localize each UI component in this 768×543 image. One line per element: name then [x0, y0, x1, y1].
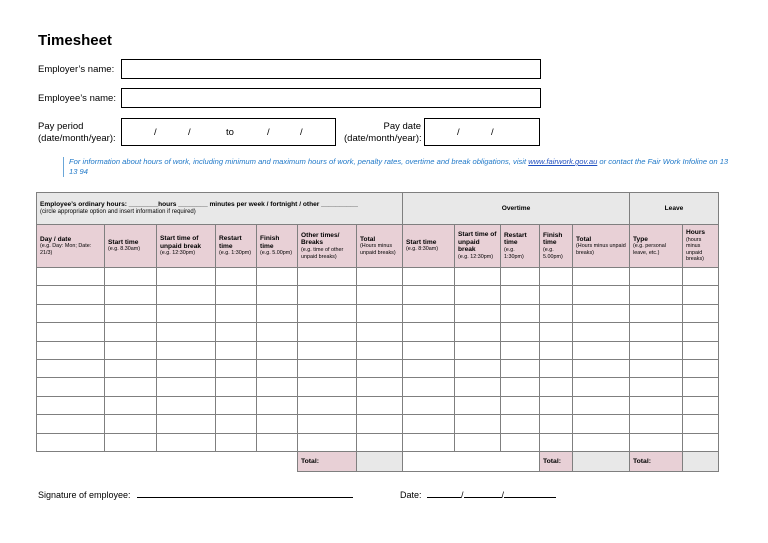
table-cell[interactable]: [573, 323, 630, 341]
table-cell[interactable]: [573, 304, 630, 322]
column-header: [455, 225, 501, 268]
table-cell[interactable]: [257, 323, 298, 341]
table-cell[interactable]: [257, 433, 298, 451]
table-cell[interactable]: [298, 286, 357, 304]
leave-label: Leave: [664, 204, 684, 212]
signature-label: Signature of employee:: [38, 490, 131, 500]
employer-name-field[interactable]: [121, 59, 541, 79]
table-cell[interactable]: [403, 396, 455, 414]
table-cell[interactable]: [683, 378, 719, 396]
column-header-sub: (e.g. 1:30pm): [219, 250, 252, 257]
column-header-sub: (e.g. Day: Mon; Date: 21/3): [40, 243, 92, 256]
table-cell[interactable]: [455, 268, 501, 286]
table-row: [37, 378, 719, 396]
date-month-line[interactable]: [464, 497, 502, 498]
column-header-sub: (Hours minus unpaid breaks): [360, 243, 396, 256]
column-header-title: Restart time: [219, 235, 242, 250]
table-cell[interactable]: [157, 268, 216, 286]
table-cell[interactable]: [157, 341, 216, 359]
pay-period-label-line2: (date/month/year):: [38, 133, 116, 144]
overtime-label: Overtime: [501, 204, 531, 212]
total-blank: [37, 451, 298, 471]
table-cell[interactable]: [37, 304, 105, 322]
table-cell[interactable]: [37, 341, 105, 359]
table-cell[interactable]: [298, 341, 357, 359]
employee-label: Employee’s name:: [38, 93, 116, 104]
column-header-sub: (e.g. 8:30am): [406, 246, 439, 253]
table-cell[interactable]: [573, 268, 630, 286]
column-header-title: Type: [633, 235, 648, 243]
column-header-title: Start time of unpaid break: [160, 235, 202, 250]
table-cell[interactable]: [216, 378, 257, 396]
ordinary-hours-note: (circle appropriate option and insert information if required): [40, 208, 196, 215]
table-cell[interactable]: [540, 396, 573, 414]
pay-period-field[interactable]: [121, 118, 336, 146]
table-cell[interactable]: [298, 415, 357, 433]
table-cell[interactable]: [455, 323, 501, 341]
table-cell[interactable]: [683, 433, 719, 451]
table-cell[interactable]: [257, 415, 298, 433]
table-cell[interactable]: [157, 433, 216, 451]
table-cell[interactable]: [298, 378, 357, 396]
table-cell[interactable]: [216, 304, 257, 322]
date-label: Date:: [400, 490, 422, 500]
table-cell[interactable]: [540, 433, 573, 451]
column-header: [298, 225, 357, 268]
table-cell[interactable]: [298, 268, 357, 286]
table-cell[interactable]: [683, 415, 719, 433]
table-cell[interactable]: [455, 396, 501, 414]
table-cell[interactable]: [630, 304, 683, 322]
table-cell[interactable]: [216, 415, 257, 433]
table-row: [37, 286, 719, 304]
info-text: For information about hours of work, including minimum and maximum hours of work, penalty rates, overtime and break obligations, visit: [69, 157, 527, 166]
table-cell[interactable]: [105, 359, 157, 377]
table-cell[interactable]: [157, 304, 216, 322]
column-header: [257, 225, 298, 268]
table-cell[interactable]: [501, 268, 540, 286]
table-cell[interactable]: [683, 268, 719, 286]
table-cell[interactable]: [683, 341, 719, 359]
table-cell[interactable]: [455, 433, 501, 451]
pay-period-slash: /: [154, 127, 157, 138]
table-cell[interactable]: [157, 415, 216, 433]
table-cell[interactable]: [298, 396, 357, 414]
table-cell[interactable]: [357, 396, 403, 414]
table-row: [37, 341, 719, 359]
table-cell[interactable]: [630, 415, 683, 433]
table-cell[interactable]: [573, 396, 630, 414]
table-cell[interactable]: [573, 415, 630, 433]
table-cell[interactable]: [630, 268, 683, 286]
table-cell[interactable]: [501, 396, 540, 414]
column-header-title: Finish time: [260, 235, 280, 250]
column-header-title: Total: [576, 235, 592, 243]
column-header-sub: (e.g. 5.00pm): [260, 250, 293, 257]
table-cell[interactable]: [630, 433, 683, 451]
column-header: [630, 225, 683, 268]
signature-line[interactable]: [137, 497, 353, 498]
table-cell[interactable]: [357, 415, 403, 433]
table-cell[interactable]: [257, 268, 298, 286]
fairwork-link[interactable]: www.fairwork.gov.au: [528, 157, 598, 166]
column-header-title: Hours: [686, 229, 706, 237]
pay-period-label-line1: Pay period: [38, 121, 84, 132]
column-header-title: Other times/ Breaks: [301, 231, 340, 247]
table-cell[interactable]: [105, 378, 157, 396]
signature-area: [38, 490, 353, 500]
table-cell[interactable]: [157, 378, 216, 396]
timesheet-table: [36, 192, 719, 472]
table-cell[interactable]: [630, 396, 683, 414]
table-cell[interactable]: [403, 378, 455, 396]
table-cell[interactable]: [403, 433, 455, 451]
table-cell[interactable]: [403, 415, 455, 433]
total-normal-cell[interactable]: [357, 451, 403, 471]
table-cell[interactable]: [105, 286, 157, 304]
pay-period-label: [38, 121, 116, 145]
employer-label: Employer’s name:: [38, 64, 115, 75]
table-cell[interactable]: [216, 341, 257, 359]
pay-date-label-line2: (date/month/year):: [344, 133, 422, 144]
table-cell[interactable]: [403, 304, 455, 322]
table-cell[interactable]: [37, 433, 105, 451]
table-cell[interactable]: [540, 304, 573, 322]
pay-date-label: [344, 121, 421, 145]
column-header: [37, 225, 105, 268]
table-row: [37, 359, 719, 377]
table-cell[interactable]: [683, 323, 719, 341]
table-cell[interactable]: [501, 341, 540, 359]
leave-total-cell[interactable]: [683, 451, 719, 471]
table-cell[interactable]: [501, 415, 540, 433]
table-cell[interactable]: [105, 268, 157, 286]
table-cell[interactable]: [357, 268, 403, 286]
column-header: [157, 225, 216, 268]
table-cell[interactable]: [37, 268, 105, 286]
table-cell[interactable]: [157, 323, 216, 341]
table-cell[interactable]: [403, 268, 455, 286]
table-cell[interactable]: [105, 323, 157, 341]
table-cell[interactable]: [540, 268, 573, 286]
table-cell[interactable]: [501, 378, 540, 396]
table-cell[interactable]: [630, 286, 683, 304]
table-cell[interactable]: [37, 378, 105, 396]
overtime-total-label: Total:: [540, 451, 573, 471]
leave-header: [630, 193, 719, 225]
table-cell[interactable]: [298, 323, 357, 341]
table-cell[interactable]: [455, 304, 501, 322]
table-cell[interactable]: [630, 359, 683, 377]
table-cell[interactable]: [357, 286, 403, 304]
pay-date-field[interactable]: [424, 118, 540, 146]
pay-date-slash: /: [457, 127, 460, 138]
table-cell[interactable]: [630, 341, 683, 359]
table-cell[interactable]: [455, 359, 501, 377]
table-cell[interactable]: [37, 286, 105, 304]
table-cell[interactable]: [37, 396, 105, 414]
info-note: [63, 157, 729, 177]
table-cell[interactable]: [683, 286, 719, 304]
table-cell[interactable]: [501, 323, 540, 341]
date-slash: /: [461, 490, 464, 500]
pay-date-label-line1: Pay date: [383, 121, 421, 132]
table-row: [37, 415, 719, 433]
column-header-title: Start time of unpaid break: [458, 231, 497, 254]
column-header: [573, 225, 630, 268]
table-row: [37, 268, 719, 286]
table-cell[interactable]: [105, 396, 157, 414]
table-cell[interactable]: [573, 286, 630, 304]
table-cell[interactable]: [403, 323, 455, 341]
table-cell[interactable]: [257, 378, 298, 396]
column-header-row: [37, 225, 719, 268]
table-cell[interactable]: [216, 268, 257, 286]
table-cell[interactable]: [37, 323, 105, 341]
table-cell[interactable]: [105, 304, 157, 322]
page-title: Timesheet: [38, 32, 112, 49]
ordinary-hours-cell: [37, 193, 403, 225]
table-cell[interactable]: [403, 359, 455, 377]
table-cell[interactable]: [357, 341, 403, 359]
ordinary-hours-text: Employee’s ordinary hours: ________hours ________ minutes per week / fortnight / other __________: [40, 201, 358, 209]
column-header-sub: (e.g. time of other unpaid breaks): [301, 246, 344, 260]
total-row: [37, 451, 719, 471]
table-cell[interactable]: [573, 341, 630, 359]
table-cell[interactable]: [540, 323, 573, 341]
column-header-sub: (e.g. 1:30pm): [504, 246, 524, 260]
table-cell[interactable]: [573, 359, 630, 377]
table-cell[interactable]: [298, 359, 357, 377]
table-cell[interactable]: [501, 304, 540, 322]
column-header-title: Finish time: [543, 231, 563, 247]
pay-period-slash: /: [300, 127, 303, 138]
info-text-2: or contact the Fair Work Infoline on 13 13 94: [69, 157, 729, 176]
column-header-sub: (e.g. 12:30pm): [160, 250, 196, 257]
column-header-title: Total: [360, 235, 376, 243]
table-cell[interactable]: [683, 359, 719, 377]
table-cell[interactable]: [357, 378, 403, 396]
table-cell[interactable]: [630, 323, 683, 341]
date-year-line[interactable]: [504, 497, 556, 498]
date-slash: /: [501, 490, 505, 500]
column-header: [403, 225, 455, 268]
column-header-sub: (Hours minus unpaid breaks): [576, 243, 626, 256]
column-header-sub: (hours minus unpaid breaks): [686, 236, 704, 263]
table-cell[interactable]: [630, 378, 683, 396]
table-cell[interactable]: [573, 433, 630, 451]
table-cell[interactable]: [403, 286, 455, 304]
column-header: [357, 225, 403, 268]
table-cell[interactable]: [157, 359, 216, 377]
column-header: [501, 225, 540, 268]
table-cell[interactable]: [298, 304, 357, 322]
column-header-title: Start time: [108, 238, 139, 246]
column-header-sub: (e.g. 5.00pm): [543, 246, 563, 260]
table-cell[interactable]: [455, 286, 501, 304]
table-cell[interactable]: [357, 304, 403, 322]
table-cell[interactable]: [403, 341, 455, 359]
table-cell[interactable]: [540, 378, 573, 396]
total-label: Total:: [298, 451, 357, 471]
table-row: [37, 323, 719, 341]
date-day-line[interactable]: [427, 497, 461, 498]
table-row: [37, 396, 719, 414]
pay-date-slash: /: [491, 127, 494, 138]
table-cell[interactable]: [105, 415, 157, 433]
table-cell[interactable]: [357, 433, 403, 451]
table-cell[interactable]: [216, 286, 257, 304]
table-cell[interactable]: [540, 286, 573, 304]
table-cell[interactable]: [216, 323, 257, 341]
table-cell[interactable]: [501, 359, 540, 377]
table-cell[interactable]: [540, 415, 573, 433]
column-header: [540, 225, 573, 268]
table-cell[interactable]: [501, 286, 540, 304]
column-header-title: Start time: [406, 238, 437, 246]
table-cell[interactable]: [455, 341, 501, 359]
table-cell[interactable]: [455, 378, 501, 396]
table-cell[interactable]: [257, 341, 298, 359]
column-header-sub: (e.g. personal leave, etc.): [633, 243, 666, 256]
column-header: [683, 225, 719, 268]
table-cell[interactable]: [37, 359, 105, 377]
pay-period-to: to: [226, 127, 234, 138]
table-cell[interactable]: [357, 323, 403, 341]
column-header-sub: (e.g. 8.30am): [108, 246, 141, 253]
table-cell[interactable]: [157, 396, 216, 414]
overtime-total-cell[interactable]: [573, 451, 630, 471]
table-cell[interactable]: [216, 359, 257, 377]
table-row: [37, 304, 719, 322]
table-cell[interactable]: [37, 415, 105, 433]
column-header-title: Day / date: [40, 235, 72, 243]
table-cell[interactable]: [683, 304, 719, 322]
table-cell[interactable]: [216, 433, 257, 451]
table-cell[interactable]: [298, 433, 357, 451]
employee-name-field[interactable]: [121, 88, 541, 108]
leave-total-label: Total:: [630, 451, 683, 471]
table-cell[interactable]: [257, 304, 298, 322]
table-cell[interactable]: [257, 286, 298, 304]
column-header-title: Restart time: [504, 231, 527, 247]
table-cell[interactable]: [257, 396, 298, 414]
table-cell[interactable]: [105, 433, 157, 451]
table-cell[interactable]: [216, 396, 257, 414]
table-row: [37, 433, 719, 451]
table-cell[interactable]: [157, 286, 216, 304]
total-gap: [403, 451, 540, 471]
table-cell[interactable]: [105, 341, 157, 359]
pay-period-slash: /: [267, 127, 270, 138]
column-header: [105, 225, 157, 268]
column-header-sub: (e.g. 12:30pm): [458, 253, 494, 260]
column-header: [216, 225, 257, 268]
table-cell[interactable]: [455, 415, 501, 433]
pay-period-slash: /: [188, 127, 191, 138]
table-cell[interactable]: [573, 378, 630, 396]
overtime-header: [403, 193, 630, 225]
table-cell[interactable]: [683, 396, 719, 414]
table-cell[interactable]: [257, 359, 298, 377]
table-cell[interactable]: [540, 359, 573, 377]
table-cell[interactable]: [540, 341, 573, 359]
date-area: [400, 490, 556, 500]
table-cell[interactable]: [357, 359, 403, 377]
table-top-header: [37, 193, 719, 225]
table-cell[interactable]: [501, 433, 540, 451]
